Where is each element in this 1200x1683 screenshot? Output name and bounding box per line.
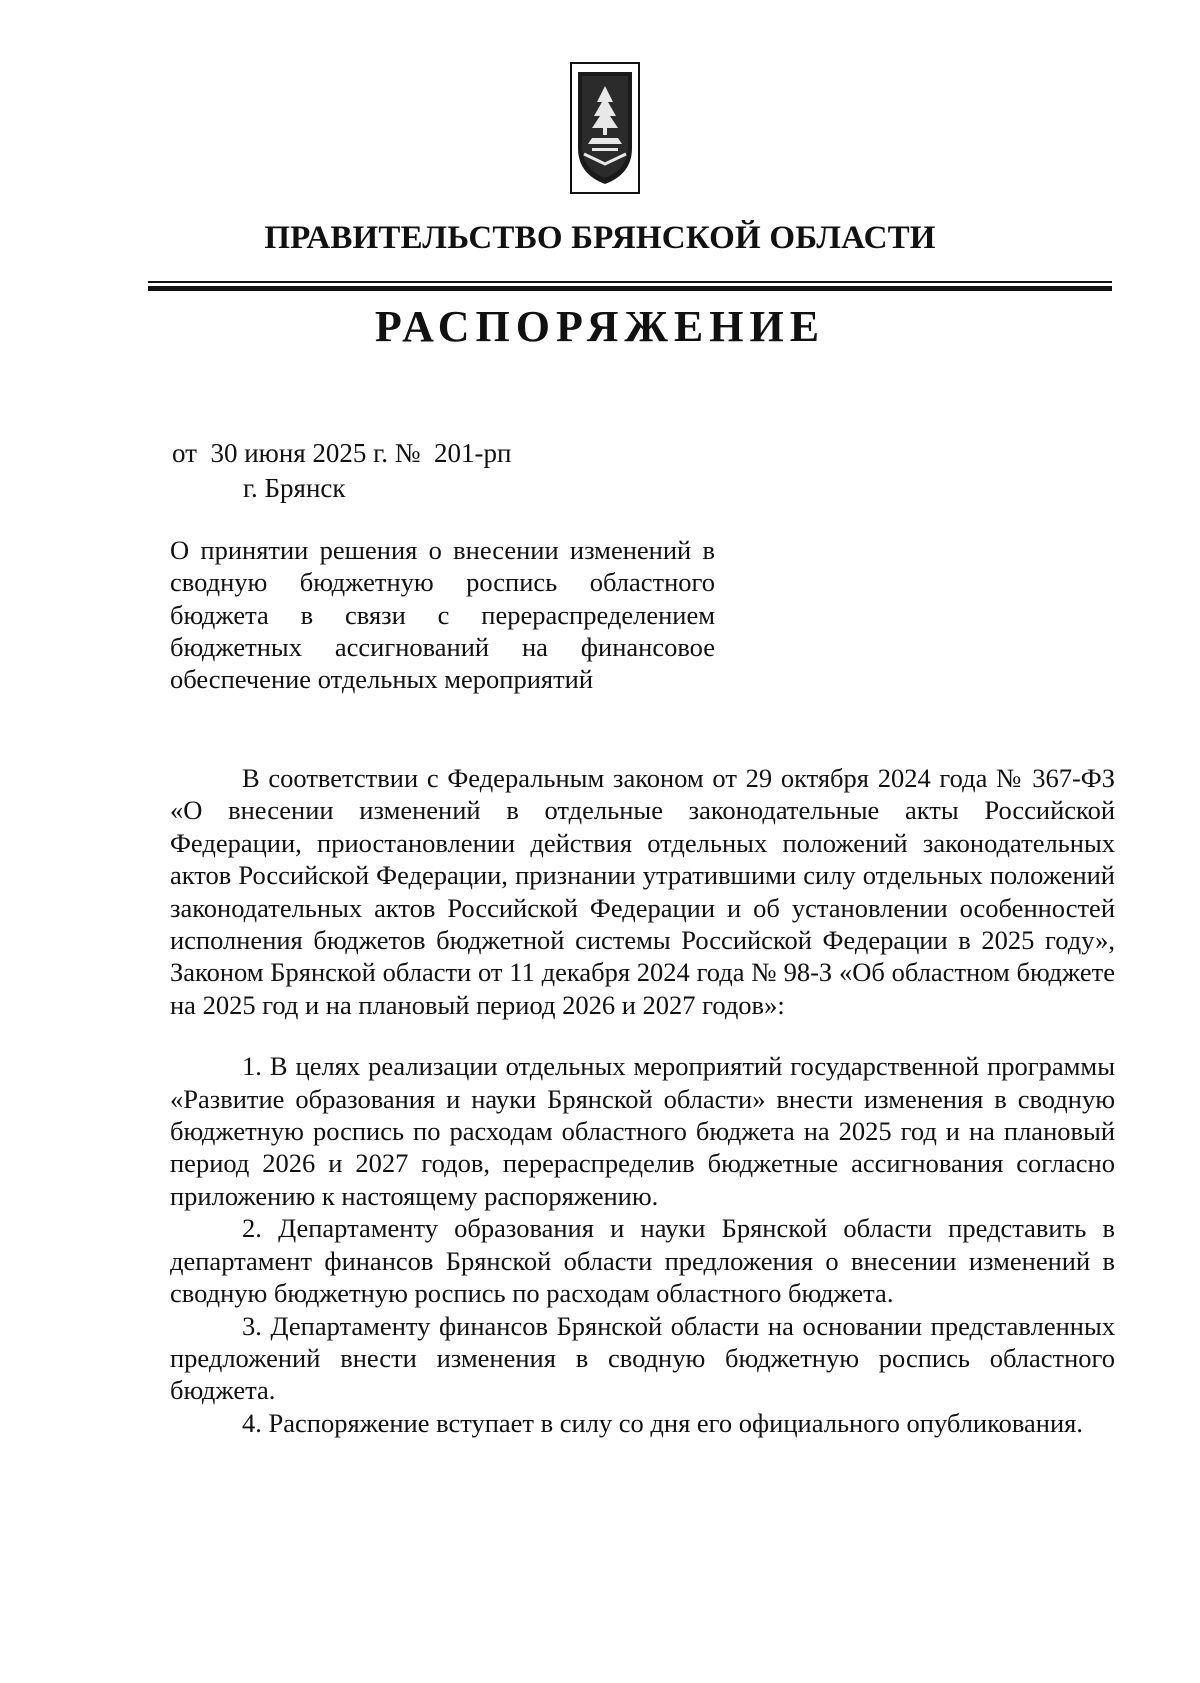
organization-title: ПРАВИТЕЛЬСТВО БРЯНСКОЙ ОБЛАСТИ: [264, 220, 936, 256]
coat-of-arms-icon: [570, 62, 640, 194]
header-rule-thin: [148, 281, 1112, 283]
preamble-paragraph: В соответствии с Федеральным законом от 29 октября 2024 года № 367-ФЗ «О внесении изменений в отдельные законодательные акты Российской Федерации, приостановлении действия отдельных положений законодательных актов Российской Федерации, признании утратившими силу отдельных положений законодательных актов Российской Федерации и об установлении особенностей исполнения бюджетов бюджетной системы Российской Федерации в 2025 году», Законом Брянской области от 11 декабря 2024 года № 98-З «Об областном бюджете на 2025 год и на плановый период 2026 и 2027 годов»:: [170, 763, 1115, 1020]
date-number-line: от 30 июня 2025 г. № 201-рп: [172, 438, 512, 468]
header-rule-thick: [148, 286, 1112, 291]
order-item-1: 1. В целях реализации отдельных мероприятий государственной программы «Развитие образования и науки Брянской области» внести изменения в сводную бюджетную роспись по расходам областного бюджета на 2025 год и на плановый период 2026 и 2027 годов, перераспределив бюджетные ассигнования согласно приложению к настоящему распоряжению.: [170, 1051, 1115, 1211]
city-line: г. Брянск: [243, 473, 346, 503]
order-item-2: 2. Департаменту образования и науки Брянской области представить в департамент финансов Брянской области предложения о внесении изменений в сводную бюджетную роспись по расходам областного бюджета.: [170, 1213, 1115, 1309]
subject-heading: О принятии решения о внесении изменений в сводную бюджетную роспись областного бюджета в связи с перераспределением бюджетных ассигнований на финансовое обеспечение отдельных мероприятий: [170, 535, 715, 695]
order-item-3: 3. Департаменту финансов Брянской области на основании представленных предложений внести изменения в сводную бюджетную роспись областного бюджета.: [170, 1310, 1115, 1406]
document-type-title: РАСПОРЯЖЕНИЕ: [374, 302, 826, 351]
document-body: [170, 762, 1115, 1439]
order-item-4: 4. Распоряжение вступает в силу со дня его официального опубликования.: [242, 1407, 1083, 1438]
